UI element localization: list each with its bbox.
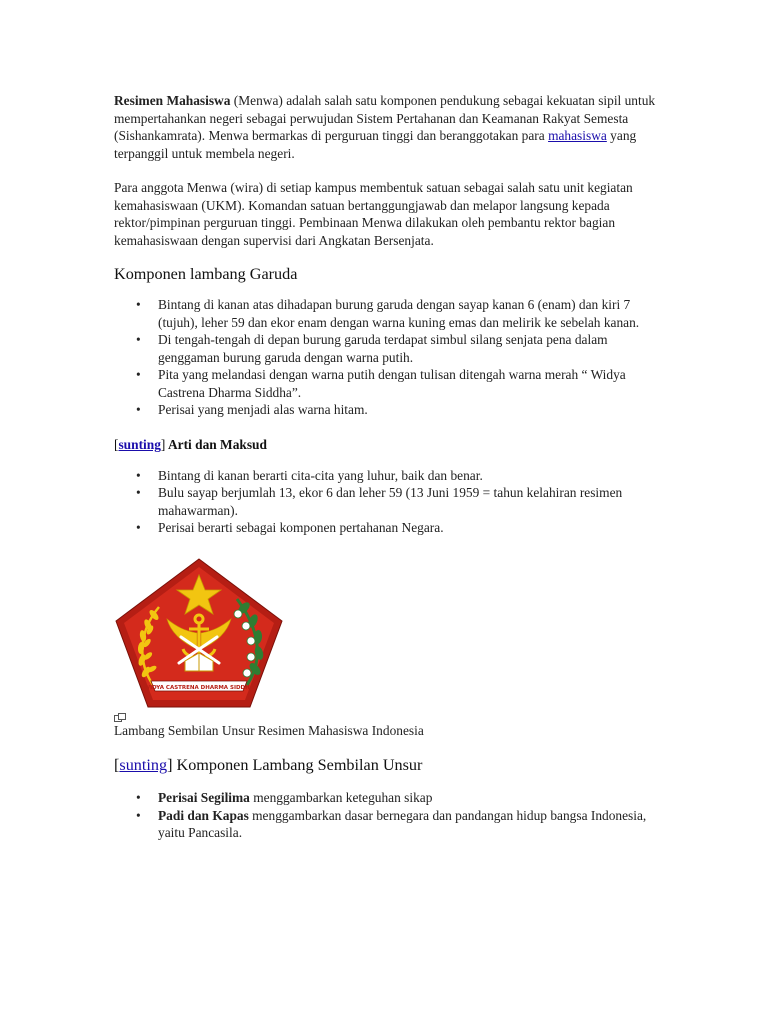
bullet: • xyxy=(136,332,141,347)
section-title-sembilan-unsur: Komponen Lambang Sembilan Unsur xyxy=(172,756,423,774)
bullet: • xyxy=(136,520,141,535)
list-item xyxy=(136,401,659,419)
sembilan-unsur-list xyxy=(114,789,659,842)
list-item-text: Di tengah-tengah di depan burung garuda terdapat simbul silang senjata pena dalam genggaman burung garuda dengan warna putih. xyxy=(158,332,608,365)
bracket-open: [ xyxy=(114,436,119,452)
list-item xyxy=(136,789,659,807)
list-item-text: Pita yang melandasi dengan warna putih dengan tulisan ditengah warna merah “ Widya Castrena Dharma Siddha”. xyxy=(158,367,626,400)
menwa-paragraph: Para anggota Menwa (wira) di setiap kampus membentuk satuan sebagai salah satu unit kegiatan kemahasiswaan (UKM). Komandan satuan bertanggungjawab dan melapor langsung kepada rektor/pimpinan perguruan tinggi. Pembinaan Menwa dilakukan oleh pembantu rektor bagian kemahasiswaan dengan supervisi dari Angkatan Bersenjata. xyxy=(114,180,633,248)
list-item xyxy=(136,807,659,842)
bullet: • xyxy=(136,485,141,500)
section-title-garuda: Komponen lambang Garuda xyxy=(114,265,298,283)
list-item xyxy=(136,366,659,401)
bracket-close: ] xyxy=(167,756,173,774)
bracket-close: ] xyxy=(160,436,166,452)
bullet: • xyxy=(136,467,141,483)
list-item-term: Padi dan Kapas xyxy=(158,807,249,823)
list-item xyxy=(136,467,659,485)
bullet: • xyxy=(136,402,141,417)
image-caption: Lambang Sembilan Unsur Resimen Mahasiswa Indonesia xyxy=(114,722,424,738)
list-item-term: Perisai Segilima xyxy=(158,790,250,805)
intro-term: Resimen Mahasiswa xyxy=(114,93,231,108)
enlarge-icon[interactable] xyxy=(114,713,126,722)
bullet: • xyxy=(136,807,141,823)
edit-link[interactable]: sunting xyxy=(119,756,168,774)
garuda-component-list xyxy=(114,296,659,419)
section-heading-arti xyxy=(114,436,659,454)
bullet: • xyxy=(136,367,141,382)
logo-ribbon-text: WIDYA CASTRENA DHARMA SIDDHA xyxy=(144,684,254,691)
list-item-text: Bintang di kanan atas dihadapan burung garuda dengan sayap kanan 6 (enam) dan kiri 7 (tujuh), leher 59 dan ekor enam dengan warna kuning emas dan melirik ke sebelah kanan. xyxy=(158,297,640,330)
section-heading-sembilan-unsur xyxy=(114,755,659,775)
list-item xyxy=(136,331,659,366)
menwa-logo-svg xyxy=(113,557,285,712)
menwa-logo-image[interactable] xyxy=(113,557,285,712)
intro-text-a: (Menwa) adalah salah satu komponen pendukung sebagai kekuatan sipil untuk mempertahankan negeri sebagai perwujudan Sistem Pertahanan dan Keamanan Rakyat Semesta (Sishankamrata). Menwa bermarkas di perguruan tinggi dan beranggotakan para xyxy=(114,93,656,143)
list-item xyxy=(136,484,659,519)
list-item xyxy=(136,296,659,331)
section-title-arti: Arti dan Maksud xyxy=(165,436,267,452)
edit-link[interactable]: sunting xyxy=(118,436,161,452)
list-item-text: Perisai yang menjadi alas warna hitam. xyxy=(158,402,368,417)
mahasiswa-link[interactable]: mahasiswa xyxy=(548,128,607,143)
article xyxy=(114,92,659,842)
list-item xyxy=(136,519,659,537)
bracket-open: [ xyxy=(114,756,120,774)
list-item-text: menggambarkan keteguhan sikap xyxy=(249,790,433,805)
bullet: • xyxy=(136,297,141,312)
list-item-text: menggambarkan dasar bernegara dan pandangan hidup bangsa Indonesia, yaitu Pancasila. xyxy=(158,807,647,840)
intro-text-b: yang terpanggil untuk membela negeri. xyxy=(114,128,637,161)
arti-list xyxy=(114,467,659,537)
bullet: • xyxy=(136,790,141,805)
list-item-text: Bulu sayap berjumlah 13, ekor 6 dan leher 59 (13 Juni 1959 = tahun kelahiran resimen mahawarman). xyxy=(158,485,623,518)
list-item-text: Perisai berarti sebagai komponen pertahanan Negara. xyxy=(158,520,444,535)
list-item-text: Bintang di kanan berarti cita-cita yang luhur, baik dan benar. xyxy=(158,467,483,483)
intro-paragraph xyxy=(114,92,659,162)
